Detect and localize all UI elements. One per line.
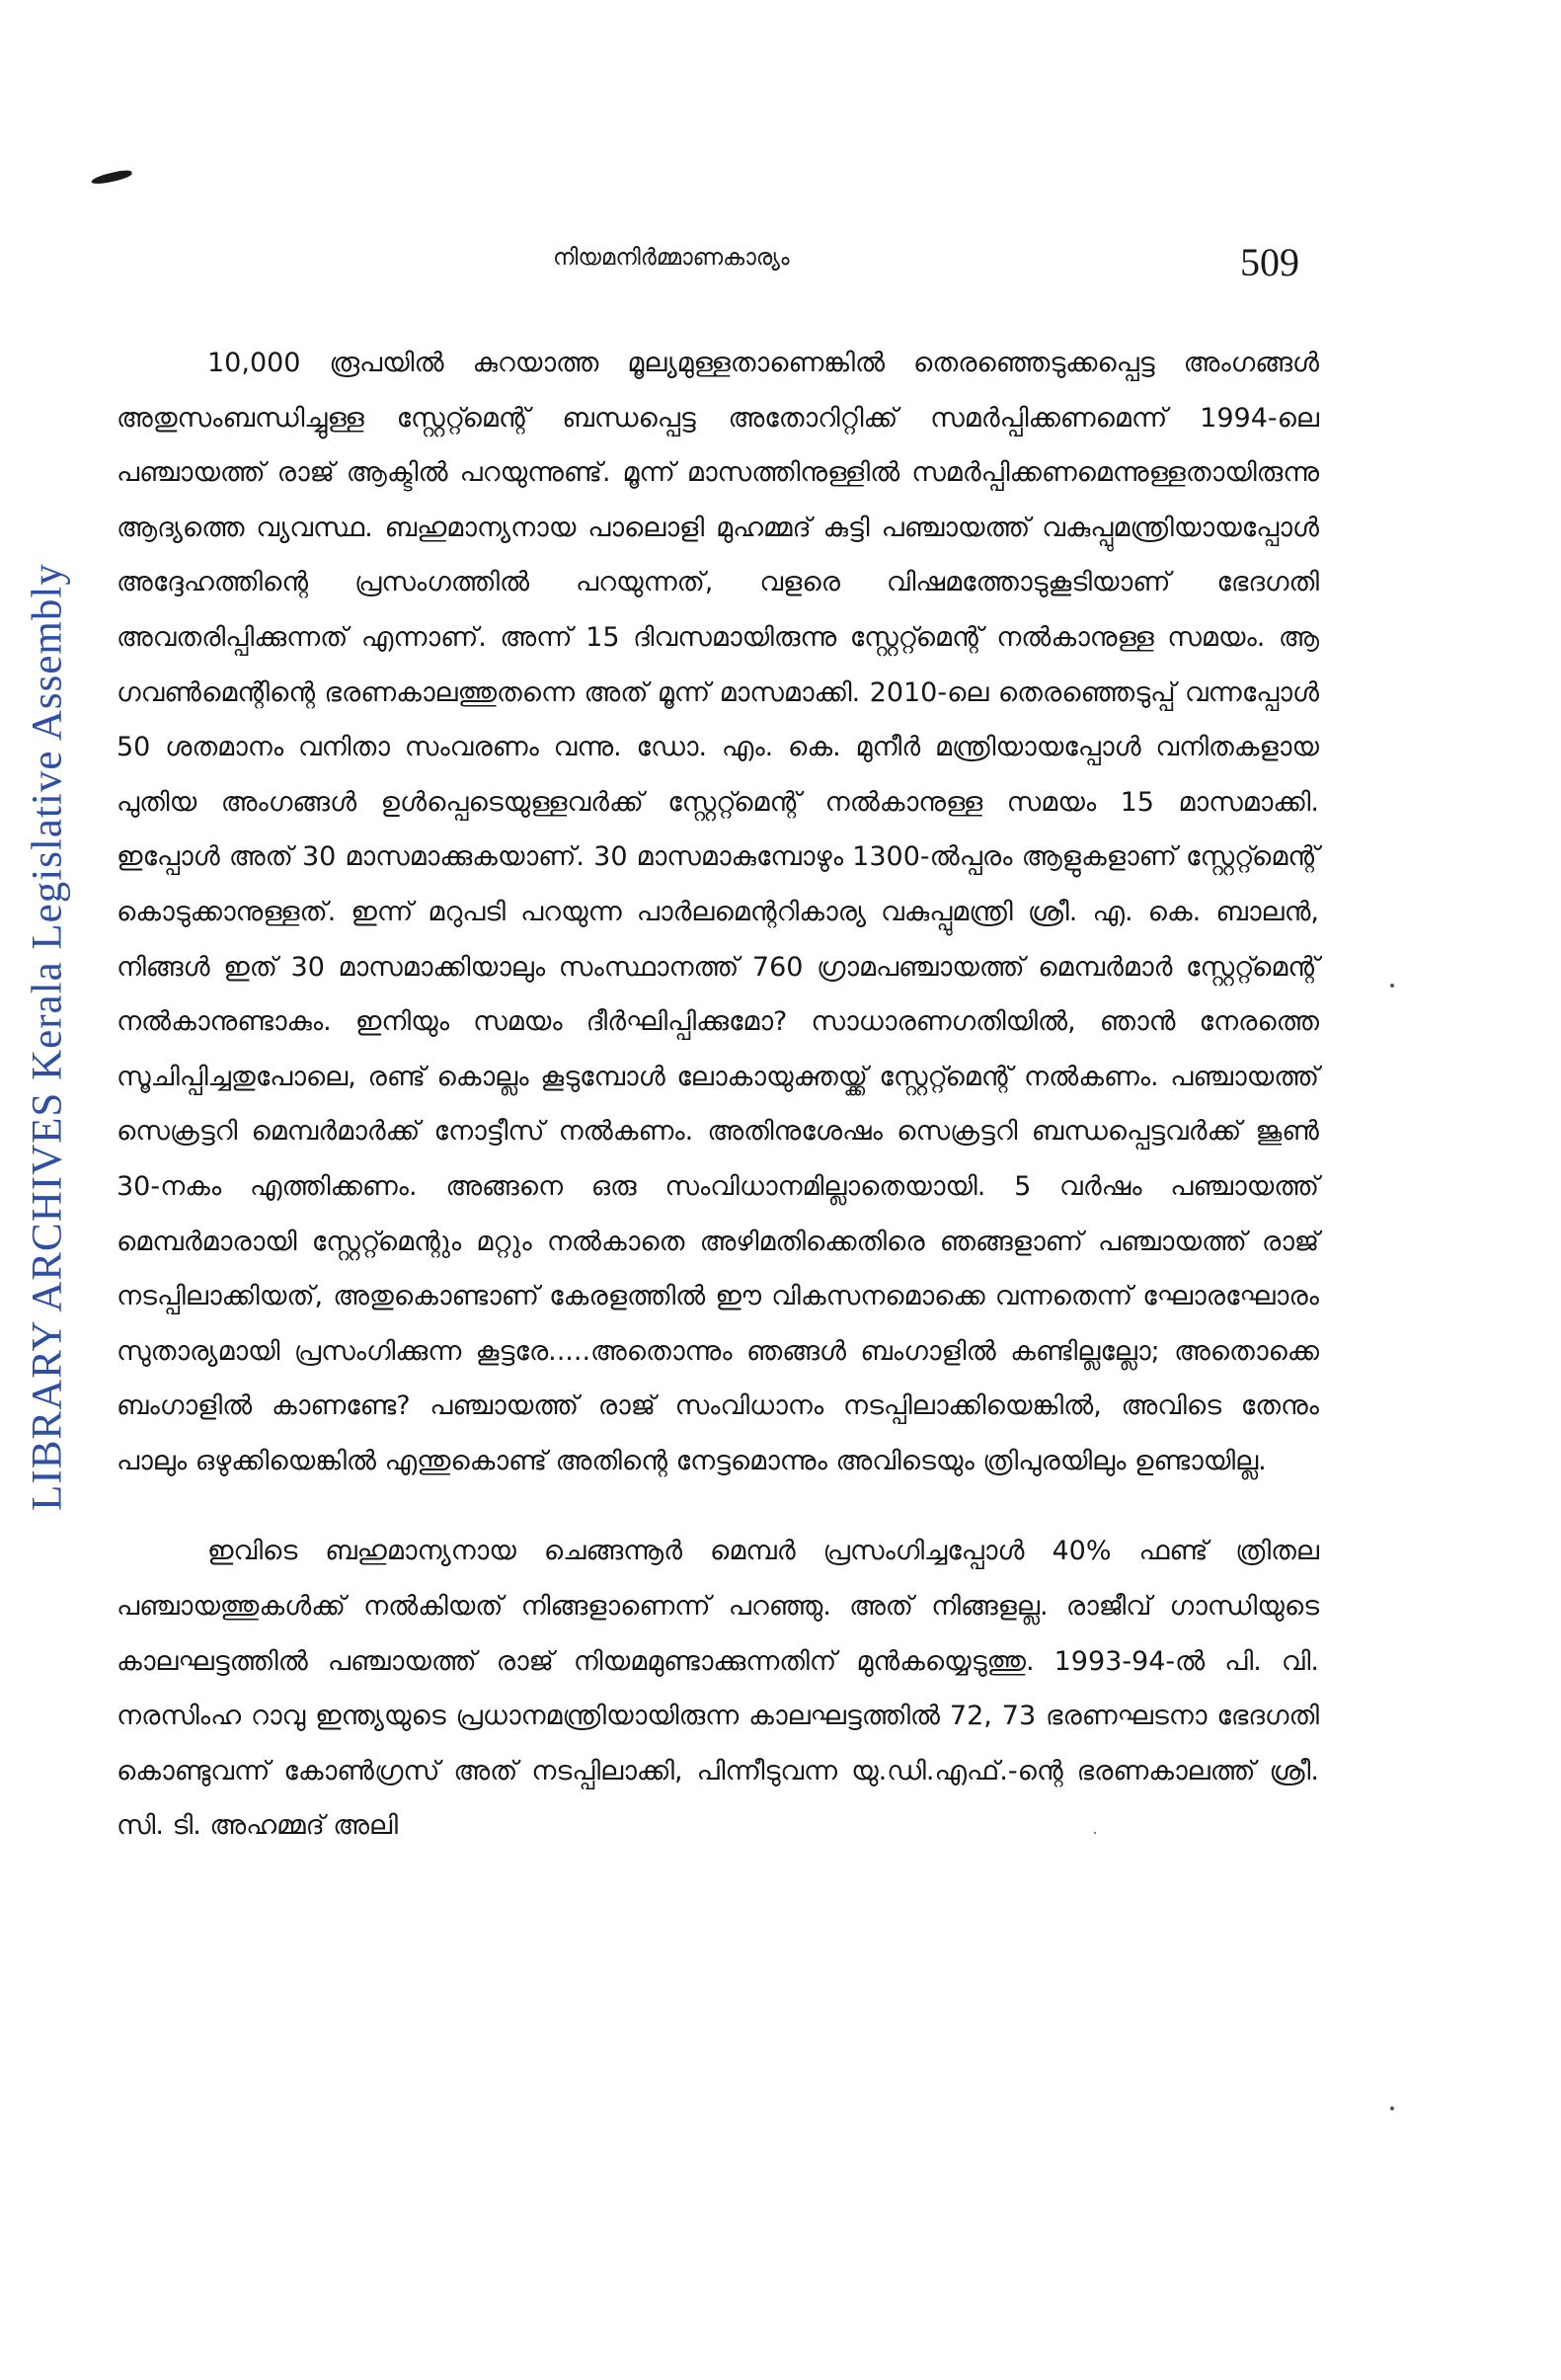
scan-speck [1094, 1832, 1096, 1834]
running-title: നിയമനിർമ്മാണകാര്യം [553, 245, 790, 271]
page-number: 509 [1240, 240, 1299, 284]
watermark: LIBRARY ARCHIVES Kerala Legislative Assembly [24, 563, 71, 1511]
page-body [117, 336, 1319, 1854]
scan-mark [91, 169, 133, 187]
paragraph-1: 10,000 രൂപയിൽ കുറയാത്ത മൂല്യമുള്ളതാണെങ്കിൽ തെരഞ്ഞെടുക്കപ്പെട്ട അംഗങ്ങൾ അതുസംബന്ധിച്ചുള്ള സ്റ്റേറ്റ്മെന്റ് ബന്ധപ്പെട്ട അതോറിറ്റിക്ക് സമർപ്പിക്കണമെന്ന് 1994-ലെ പഞ്ചായത്ത് രാജ് ആക്ടിൽ പറയുന്നുണ്ട്. മൂന്ന് മാസത്തിനുള്ളിൽ സമർപ്പിക്കണമെന്നുള്ളതായിരുന്നു ആദ്യത്തെ വ്യവസ്ഥ. ബഹുമാന്യനായ പാലൊളി മുഹമ്മദ് കുട്ടി പഞ്ചായത്ത് വകുപ്പുമന്ത്രിയായപ്പോൾ അദ്ദേഹത്തിന്റെ പ്രസംഗത്തിൽ പറയുന്നത്, വളരെ വിഷമത്തോടുകൂടിയാണ് ഭേദഗതി അവതരിപ്പിക്കുന്നത് എന്നാണ്. അന്ന് 15 ദിവസമായിരുന്നു സ്റ്റേറ്റ്മെന്റ് നൽകാനുള്ള സമയം. ആ ഗവൺമെന്റിന്റെ ഭരണകാലത്തുതന്നെ അത് മൂന്ന് മാസമാക്കി. 2010-ലെ തെരഞ്ഞെടുപ്പ് വന്നപ്പോൾ 50 ശതമാനം വനിതാ സംവരണം വന്നു. ഡോ. എം. കെ. മുനീർ മന്ത്രിയായപ്പോൾ വനിതകളായ പുതിയ അംഗങ്ങൾ ഉൾപ്പെടെയുള്ളവർക്ക് സ്റ്റേറ്റ്മെന്റ് നൽകാനുള്ള സമയം 15 മാസമാക്കി. ഇപ്പോൾ അത് 30 മാസമാക്കുകയാണ്. 30 മാസമാകുമ്പോഴും 1300-ൽപ്പരം ആളുകളാണ് സ്റ്റേറ്റ്മെന്റ് കൊടുക്കാനുള്ളത്. ഇന്ന് മറുപടി പറയുന്ന പാർലമെന്ററികാര്യ വകുപ്പുമന്ത്രി ശ്രീ. എ. കെ. ബാലൻ, നിങ്ങൾ ഇത് 30 മാസമാക്കിയാലും സംസ്ഥാനത്ത് 760 ഗ്രാമപഞ്ചായത്ത് മെമ്പർമാർ സ്റ്റേറ്റ്മെന്റ് നൽകാനുണ്ടാകും. ഇനിയും സമയം ദീർഘിപ്പിക്കുമോ? സാധാരണഗതിയിൽ, ഞാൻ നേരത്തെ സൂചിപ്പിച്ചതുപോലെ, രണ്ട് കൊല്ലം കൂടുമ്പോൾ ലോകായുക്തയ്ക്ക് സ്റ്റേറ്റ്മെന്റ് നൽകണം. പഞ്ചായത്ത് സെക്രട്ടറി മെമ്പർമാർക്ക് നോട്ടീസ് നൽകണം. അതിനുശേഷം സെക്രട്ടറി ബന്ധപ്പെട്ടവർക്ക് ജൂൺ 30-നകം എത്തിക്കണം. അങ്ങനെ ഒരു സംവിധാനമില്ലാതെയായി. 5 വർഷം പഞ്ചായത്ത് മെമ്പർമാരായി സ്റ്റേറ്റ്മെന്റും മറ്റും നൽകാതെ അഴിമതിക്കെതിരെ ഞങ്ങളാണ് പഞ്ചായത്ത് രാജ് നടപ്പിലാക്കിയത്, അതുകൊണ്ടാണ് കേരളത്തിൽ ഈ വികസനമൊക്കെ വന്നതെന്ന് ഘോരഘോരം സുതാര്യമായി പ്രസംഗിക്കുന്ന കൂട്ടരേ.....അതൊന്നും ഞങ്ങൾ ബംഗാളിൽ കണ്ടില്ലല്ലോ; അതൊക്കെ ബംഗാളിൽ കാണണ്ടേ? പഞ്ചായത്ത് രാജ് സംവിധാനം നടപ്പിലാക്കിയെങ്കിൽ, അവിടെ തേനും പാലും ഒഴുക്കിയെങ്കിൽ എന്തുകൊണ്ട് അതിന്റെ നേട്ടമൊന്നും അവിടെയും ത്രിപുരയിലും ഉണ്ടായില്ല. [117, 348, 1319, 1476]
scan-speck [1390, 2106, 1394, 2110]
scan-speck [1390, 984, 1394, 988]
paragraph-2: ഇവിടെ ബഹുമാന്യനായ ചെങ്ങന്നൂർ മെമ്പർ പ്രസംഗിച്ചപ്പോൾ 40% ഫണ്ട് ത്രിതല പഞ്ചായത്തുകൾക്ക് നൽകിയത് നിങ്ങളാണെന്ന് പറഞ്ഞു. അത് നിങ്ങളല്ല. രാജീവ് ഗാന്ധിയുടെ കാലഘട്ടത്തിൽ പഞ്ചായത്ത് രാജ് നിയമമുണ്ടാക്കുന്നതിന് മുൻകയ്യെടുത്തു. 1993-94-ൽ പി. വി. നരസിംഹ റാവു ഇന്ത്യയുടെ പ്രധാനമന്ത്രിയായിരുന്ന കാലഘട്ടത്തിൽ 72, 73 ഭരണഘടനാ ഭേദഗതി കൊണ്ടുവന്ന് കോൺഗ്രസ് അത് നടപ്പിലാക്കി, പിന്നീടുവന്ന യു.ഡി.എഫ്.-ന്റെ ഭരണകാലത്ത് ശ്രീ. സി. ടി. അഹമ്മദ് അലി [117, 1536, 1319, 1842]
